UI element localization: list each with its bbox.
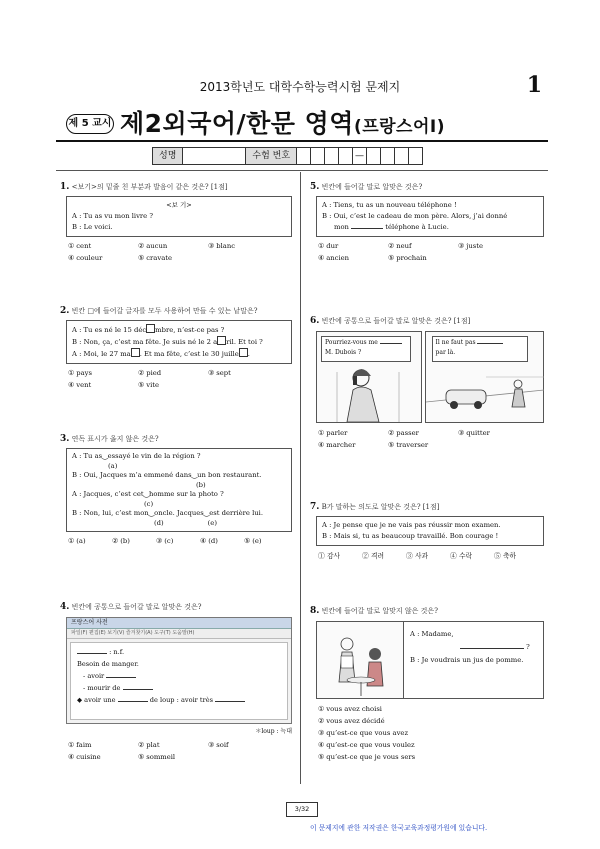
exam-number-cell[interactable] <box>297 148 311 164</box>
bokgi-box <box>66 196 292 237</box>
option-4[interactable]: ④ (d) <box>200 537 218 545</box>
total-pages: 32 <box>301 805 310 813</box>
cafe-illustration <box>317 622 404 698</box>
liaison-mark: (d) <box>154 518 164 527</box>
option-4[interactable]: ④ cuisine <box>68 753 101 761</box>
woman-on-phone-drawing <box>317 332 421 422</box>
question-1 <box>60 182 292 264</box>
footnote: ＊loup : 늑대 <box>255 728 292 735</box>
waiter-and-customer-drawing <box>317 622 403 698</box>
exam-title: 2013학년도 대학수학능력시험 문제지 <box>199 80 401 94</box>
entry-definition: Besoin de manger. <box>77 660 139 668</box>
options <box>68 535 292 547</box>
option-3[interactable]: ③ soif <box>208 741 229 749</box>
dialogue-box <box>66 448 292 532</box>
option-5[interactable]: ⑤ qu’est-ce que je vous sers <box>318 753 416 761</box>
column-divider <box>300 172 301 784</box>
option-1[interactable]: ① parler <box>318 429 348 437</box>
option-1[interactable]: ① dur <box>318 242 339 250</box>
current-page: 3 <box>294 805 299 813</box>
exam-number-cell[interactable] <box>409 148 422 164</box>
question-8 <box>310 606 544 763</box>
window-menubar: 파일(F) 편집(E) 보기(V) 즐겨찾기(A) 도구(T) 도움말(H) <box>67 629 291 639</box>
option-3[interactable]: ③ quitter <box>458 429 490 437</box>
option-2[interactable]: ② plat <box>138 741 160 749</box>
dialogue-line: B : Mais si, tu as beaucoup travaillé. Bon courage ! <box>322 532 499 540</box>
option-2[interactable]: ② vous avez décidé <box>318 717 385 725</box>
question-number: 1. <box>60 182 70 192</box>
question-text: 빈칸에 공통으로 들어갈 말로 알맞은 것은? <box>71 603 202 611</box>
options <box>68 240 292 264</box>
name-label: 성명 <box>153 148 183 164</box>
option-4[interactable]: ④ vent <box>68 381 92 389</box>
period-badge: 제 5 교시 <box>66 114 114 134</box>
question-5 <box>310 182 544 264</box>
liaison-mark: (e) <box>207 518 217 527</box>
question-number: 7. <box>310 502 320 512</box>
dialogue-line: A : Jacques, c’est cet‿homme sur la photo ? <box>72 490 224 498</box>
liaison-mark: (c) <box>144 499 154 508</box>
bokgi-label: <보 기> <box>166 201 192 209</box>
option-3[interactable]: ③ (c) <box>156 537 174 545</box>
option-1[interactable]: ① vous avez choisi <box>318 705 382 713</box>
question-number: 3. <box>60 434 70 444</box>
dialogue-line: B : Non, lui, c’est mon‿oncle. Jacques‿est derrière lui. <box>72 509 264 517</box>
dialogue-line: B : Non, ça, c’est ma fête. Je suis né le 2 a ril. Et toi ? <box>72 338 263 346</box>
options <box>68 367 292 391</box>
subject-sub: (프랑스어Ⅰ) <box>353 117 445 137</box>
illustration-panels <box>316 331 544 423</box>
dictionary-entry: : n.f. Besoin de manger. - avoir - mourir de ◆ avoir une de loup : avoir très <box>70 642 288 720</box>
options <box>318 550 544 562</box>
options <box>318 703 544 763</box>
exam-number-dash: — <box>353 148 367 164</box>
dialogue-line: A : Je pense que je ne vais pas réussir mon examen. <box>322 521 501 529</box>
option-2[interactable]: ② passer <box>388 429 419 437</box>
identity-row <box>152 147 423 165</box>
question-number: 6. <box>310 316 320 326</box>
question-text: 빈칸 □에 들어갈 글자를 모두 사용하여 만들 수 있는 낱말은? <box>71 307 258 315</box>
copyright-notice: 이 문제지에 관한 저작권은 한국교육과정평가원에 있습니다. <box>310 824 488 832</box>
option-3[interactable]: ③ blanc <box>208 242 236 250</box>
question-number: 8. <box>310 606 320 616</box>
dialogue-line: B : Oui, Jacques m’a emmené dans‿un bon restaurant. <box>72 471 262 479</box>
question-text: 빈칸에 공통으로 들어갈 말로 알맞은 것은? [1점] <box>321 317 471 325</box>
subject-title <box>120 104 445 140</box>
question-number: 5. <box>310 182 320 192</box>
question-3 <box>60 434 292 547</box>
question-text: 빈칸에 들어갈 말로 알맞지 않은 것은? <box>321 607 438 615</box>
option-4[interactable]: ④ ancien <box>318 254 350 262</box>
dialogue-line: mon téléphone à Lucie. <box>334 223 449 231</box>
question-2 <box>60 306 292 391</box>
option-3[interactable]: ③ qu’est-ce que vous avez <box>318 729 409 737</box>
blank-square <box>131 348 140 357</box>
page-number: 1 <box>526 72 542 98</box>
dialogue-line: A : Moi, le 27 ma . Et ma fête, c’est le 30 juille . <box>72 350 250 358</box>
dialogue-box <box>316 196 544 237</box>
dialogue-line: A : Tu as vu mon livre ? <box>72 212 154 220</box>
option-5[interactable]: ⑤ sommeil <box>138 753 176 761</box>
option-2[interactable]: ② pied <box>138 369 162 377</box>
dialogue-line: A : Tiens, tu as un nouveau téléphone ! <box>322 201 457 209</box>
option-5[interactable]: ⑤ vite <box>138 381 160 389</box>
speech-bubble-2: Il ne faut pas par là. <box>432 336 528 362</box>
options <box>68 739 292 763</box>
road-scene-drawing <box>426 332 544 422</box>
exam-number-cell[interactable] <box>339 148 353 164</box>
liaison-marks-row <box>72 519 286 529</box>
question-text: B가 말하는 의도로 알맞은 것은? [1점] <box>321 503 440 511</box>
window-titlebar: 프랑스어 사전 <box>67 618 291 629</box>
question-4 <box>60 602 292 763</box>
option-1[interactable]: ① cent <box>68 242 92 250</box>
option-5[interactable]: ⑤ cravate <box>138 254 173 262</box>
question-7 <box>310 502 544 562</box>
name-field[interactable] <box>183 148 246 164</box>
options <box>318 240 544 264</box>
dialogue-line: B : Le voici. <box>72 223 113 231</box>
dialogue-line: A : Tu es né le 15 déc mbre, n’est-ce pas ? <box>72 326 225 334</box>
options <box>318 427 544 451</box>
option-2[interactable]: ② aucun <box>138 242 168 250</box>
option-3[interactable]: ③ 사과 <box>406 552 429 560</box>
dialogue-box <box>316 516 544 546</box>
dialogue-box <box>66 320 292 364</box>
exam-number-label: 수험 번호 <box>246 148 297 164</box>
option-4[interactable]: ④ qu’est-ce que vous voulez <box>318 741 415 749</box>
option-1[interactable]: ① pays <box>68 369 92 377</box>
entry-head: : n.f. <box>109 648 125 656</box>
subject-main: 제2외국어/한문 영역 <box>120 109 354 138</box>
dialogue-line: B : Je voudrais un jus de pomme. <box>410 656 524 664</box>
option-4[interactable]: ④ 수락 <box>450 552 473 560</box>
panel-road <box>425 331 544 423</box>
option-1[interactable]: ① faim <box>68 741 92 749</box>
cafe-dialogue: A : Madame, ? B : Je voudrais un jus de pomme. <box>404 622 543 698</box>
option-5[interactable]: ⑤ (e) <box>244 537 262 545</box>
option-4[interactable]: ④ couleur <box>68 254 103 262</box>
dictionary-window <box>66 617 292 724</box>
question-text: 빈칸에 들어갈 말로 알맞은 것은? <box>321 183 423 191</box>
exam-number-cell[interactable] <box>381 148 395 164</box>
option-5[interactable]: ⑤ 축하 <box>494 552 517 560</box>
option-3[interactable]: ③ sept <box>208 369 231 377</box>
header-divider <box>56 140 548 142</box>
option-1[interactable]: ① (a) <box>68 537 86 545</box>
exam-number-cell[interactable] <box>367 148 381 164</box>
exam-number-cell[interactable] <box>311 148 325 164</box>
option-3[interactable]: ③ juste <box>458 242 483 250</box>
option-4[interactable]: ④ marcher <box>318 441 356 449</box>
option-2[interactable]: ② (b) <box>112 537 130 545</box>
speech-bubble-1: Pourriez-vous me M. Dubois ? <box>321 336 411 362</box>
question-number: 2. <box>60 306 70 316</box>
blank-square <box>217 336 226 345</box>
question-text: <보기>의 밑줄 친 부분과 발음이 같은 것은? [1점] <box>71 183 228 191</box>
blank-square <box>239 348 248 357</box>
option-5[interactable]: ⑤ traverser <box>388 441 429 449</box>
page-counter: 3/32 <box>286 802 318 817</box>
dialogue-line: A : Madame, <box>410 630 454 638</box>
dialogue-line: A : Tu as‿essayé le vin de la région ? <box>72 452 201 460</box>
exam-number-cell[interactable] <box>395 148 409 164</box>
content-top-line <box>56 170 548 171</box>
option-2[interactable]: ② neuf <box>388 242 412 250</box>
dialogue-line: B : Oui, c’est le cadeau de mon père. Alors, j’ai donné <box>322 212 508 220</box>
question-text: 연독 표시가 옳지 않은 것은? <box>71 435 159 443</box>
liaison-mark: (a) <box>108 461 118 470</box>
option-5[interactable]: ⑤ prochain <box>388 254 427 262</box>
cafe-scene-box <box>316 621 544 699</box>
blank-square <box>146 324 155 333</box>
question-6 <box>310 316 544 451</box>
option-2[interactable]: ② 격려 <box>362 552 385 560</box>
question-number: 4. <box>60 602 70 612</box>
exam-number-cell[interactable] <box>325 148 339 164</box>
liaison-mark: (b) <box>196 480 206 489</box>
option-1[interactable]: ① 감사 <box>318 552 341 560</box>
panel-phone <box>316 331 422 423</box>
